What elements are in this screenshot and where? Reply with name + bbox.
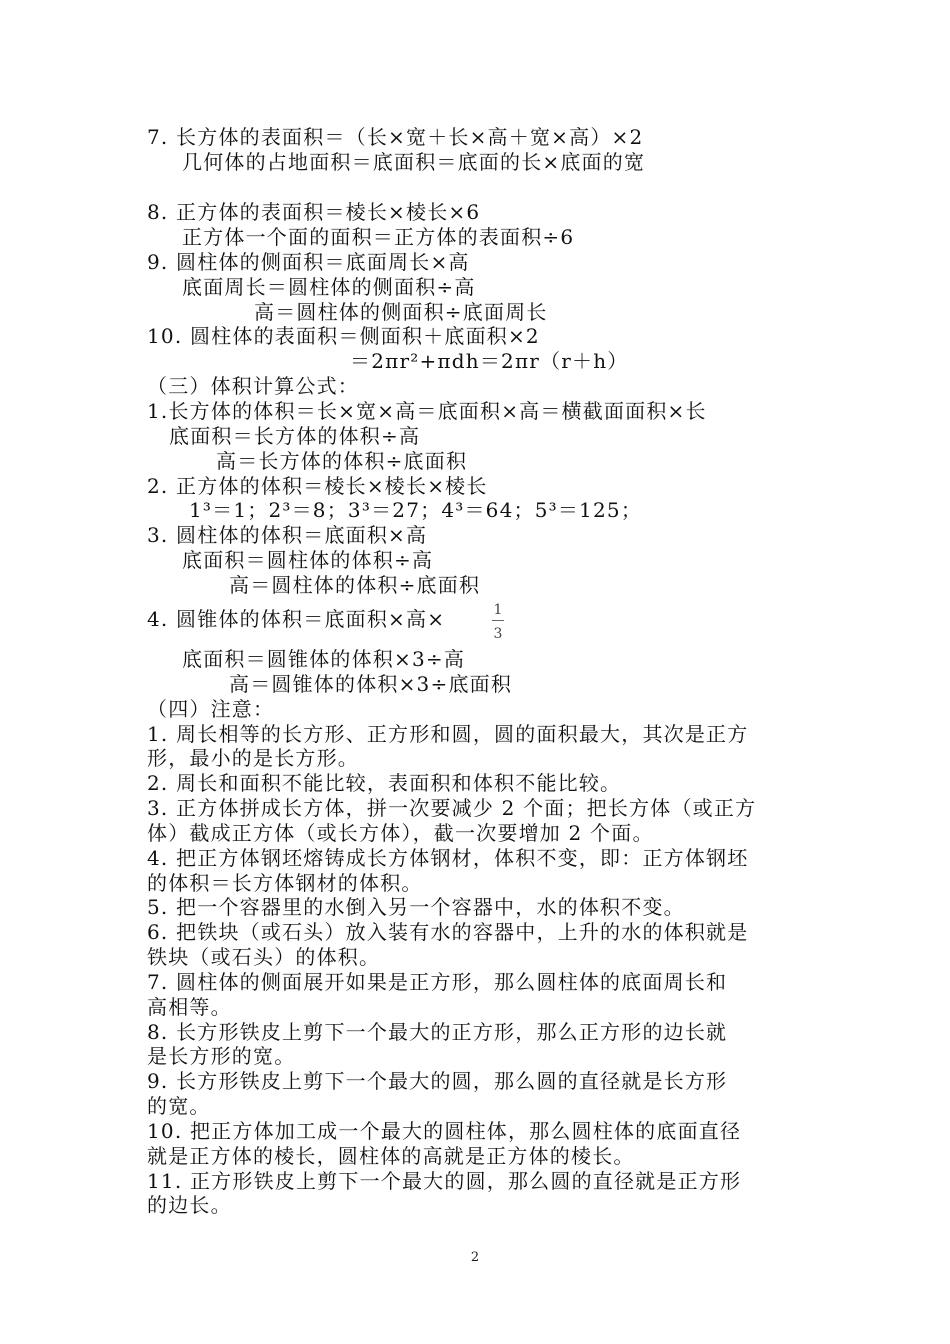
- text-line: 几何体的占地面积＝底面积＝底面的长×底面的宽: [182, 150, 646, 174]
- text-line: 4. 圆锥体的体积＝底面积×高×: [147, 607, 446, 631]
- text-line: 铁块（或石头）的体积。: [147, 945, 381, 969]
- text-line: ＝2πr²+πdh＝2πr（r＋h）: [350, 349, 629, 373]
- text-line: 7. 长方体的表面积＝（长×宽＋长×高＋宽×高）×2: [147, 125, 644, 149]
- section-heading: （三）体积计算公式：: [147, 374, 359, 398]
- text-line: 5. 把一个容器里的水倒入另一个容器中，水的体积不变。: [147, 895, 685, 919]
- text-line: 底面积＝圆锥体的体积×3÷高: [182, 647, 466, 671]
- fraction-bar: [492, 620, 504, 621]
- text-line: 底面积＝圆柱体的体积÷高: [182, 548, 434, 572]
- text-line: 4. 把正方体钢坯熔铸成长方体钢材，体积不变，即：正方体钢坯: [147, 846, 749, 870]
- text-line: 的宽。: [147, 1094, 211, 1118]
- fraction-numerator: 1: [493, 602, 503, 618]
- text-line: 11. 正方形铁皮上剪下一个最大的圆，那么圆的直径就是正方形: [147, 1169, 742, 1193]
- text-line: 高＝圆锥体的体积×3÷底面积: [229, 672, 513, 696]
- text-line: 1.长方体的体积＝长×宽×高＝底面积×高＝横截面面积×长: [147, 399, 707, 423]
- text-line: 9. 圆柱体的侧面积＝底面周长×高: [147, 250, 470, 274]
- text-line: 9. 长方形铁皮上剪下一个最大的圆，那么圆的直径就是长方形: [147, 1069, 728, 1093]
- text-line: 高＝圆柱体的侧面积÷底面周长: [254, 300, 548, 324]
- page-number: 2: [470, 1250, 480, 1265]
- text-line: 高＝长方体的体积÷底面积: [216, 449, 468, 473]
- text-line: 高相等。: [147, 995, 232, 1019]
- text-line: 体）截成正方体（或长方体），截一次要增加 2 个面。: [147, 821, 654, 845]
- text-line: 底面周长＝圆柱体的侧面积÷高: [182, 275, 476, 299]
- text-line: 形，最小的是长方形。: [147, 746, 359, 770]
- text-line: 1³＝1；2³＝8；3³＝27；4³＝64；5³＝125；: [189, 498, 643, 522]
- text-line: 8. 长方形铁皮上剪下一个最大的正方形，那么正方形的边长就: [147, 1020, 728, 1044]
- fraction-denominator: 3: [493, 626, 503, 642]
- text-line: 3. 圆柱体的体积＝底面积×高: [147, 523, 428, 547]
- text-line: 7. 圆柱体的侧面展开如果是正方形，那么圆柱体的底面周长和: [147, 970, 728, 994]
- text-line: 高＝圆柱体的体积÷底面积: [229, 573, 481, 597]
- text-line: 3. 正方体拼成长方体，拼一次要减少 2 个面；把长方体（或正方: [147, 796, 757, 820]
- text-line: 就是正方体的棱长，圆柱体的高就是正方体的棱长。: [147, 1144, 635, 1168]
- text-line: 1. 周长相等的长方形、正方形和圆，圆的面积最大，其次是正方: [147, 722, 749, 746]
- text-line: 的边长。: [147, 1193, 232, 1217]
- text-line: 正方体一个面的面积＝正方体的表面积÷6: [182, 225, 575, 249]
- text-line: 是长方形的宽。: [147, 1044, 296, 1068]
- section-heading: （四）注意：: [147, 697, 275, 721]
- text-line: 10. 把正方体加工成一个最大的圆柱体，那么圆柱体的底面直径: [147, 1119, 742, 1143]
- text-line: 10. 圆柱体的表面积＝侧面积＋底面积×2: [147, 324, 540, 348]
- text-line: 6. 把铁块（或石头）放入装有水的容器中，上升的水的体积就是: [147, 920, 749, 944]
- text-line: 底面积＝长方体的体积÷高: [169, 424, 421, 448]
- text-line: 2. 周长和面积不能比较，表面积和体积不能比较。: [147, 771, 622, 795]
- text-line: 的体积＝长方体钢材的体积。: [147, 871, 423, 895]
- text-line: 8. 正方体的表面积＝棱长×棱长×6: [147, 200, 481, 224]
- text-line: 2. 正方体的体积＝棱长×棱长×棱长: [147, 474, 488, 498]
